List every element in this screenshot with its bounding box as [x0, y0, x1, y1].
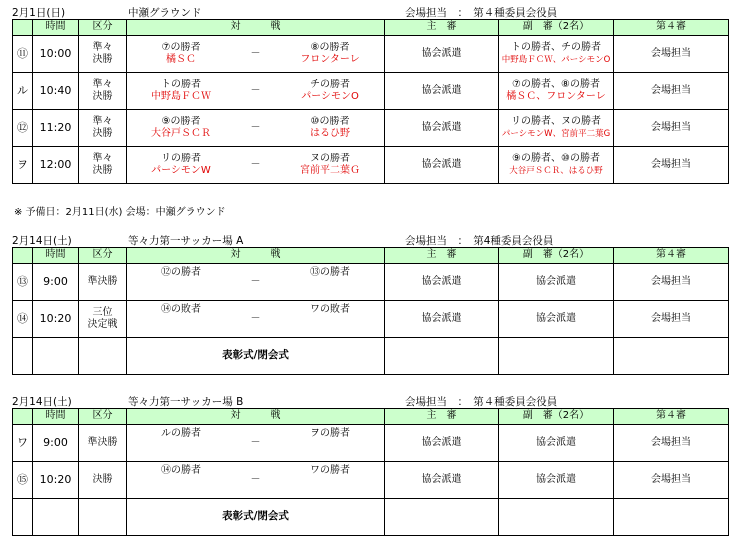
versus-dash: －	[250, 158, 261, 170]
header-referee: 主 審	[385, 248, 499, 264]
assistant-cell: リの勝者、ヌの勝者 パーシモンW、宮前平二葉G	[499, 110, 614, 147]
match-number: ⑫	[13, 110, 33, 147]
reserve-day-note: ※ 予備日：2月11日(水) 会場：中瀬グラウンド	[14, 207, 226, 218]
table-row	[13, 36, 729, 73]
versus-dash: －	[250, 312, 261, 324]
table-row	[13, 73, 729, 110]
match-cell	[127, 73, 385, 110]
right-label: ⑩の勝者	[310, 115, 350, 127]
header-assistant: 副 審（2名）	[499, 20, 614, 36]
right-label: ⑬の勝者	[310, 266, 351, 278]
match-cell	[127, 264, 385, 301]
schedule-table	[12, 19, 729, 184]
fourth-cell: 会場担当	[614, 147, 729, 184]
match-stage: 三位 決定戦	[79, 301, 127, 338]
left-team: パーシモンW	[151, 165, 211, 176]
match-time: 10:20	[33, 462, 79, 499]
venue-staff-label: 会場担当 ： 第４種委員会役員	[405, 7, 558, 19]
referee-cell: 協会派遣	[385, 73, 499, 110]
match-time: 10:40	[33, 73, 79, 110]
match-number: ⑮	[13, 462, 33, 499]
versus-dash: －	[250, 275, 261, 287]
versus-dash: －	[250, 84, 261, 96]
schedule-table	[12, 408, 729, 536]
fourth-cell: 会場担当	[614, 425, 729, 462]
match-stage: 準々 決勝	[79, 110, 127, 147]
assistant-cell: ⑦の勝者、⑧の勝者 橘ＳＣ、フロンターレ	[499, 73, 614, 110]
right-label: ワの勝者	[310, 464, 351, 476]
match-stage: 準々 決勝	[79, 36, 127, 73]
header-stage: 区分	[79, 248, 127, 264]
versus-dash: －	[250, 47, 261, 59]
match-cell	[127, 147, 385, 184]
right-label: ⑧の勝者	[310, 41, 350, 53]
ceremony-label: 表彰式/閉会式	[127, 499, 385, 536]
section-venue: 中瀬グラウンド	[128, 7, 202, 19]
left-label: ⑦の勝者	[161, 41, 201, 53]
match-stage: 準々 決勝	[79, 73, 127, 110]
match-number: ⑬	[13, 264, 33, 301]
header-fourth: 第４審	[614, 409, 729, 425]
header-match: 対 戦	[127, 248, 385, 264]
table-row	[13, 147, 729, 184]
assistant-cell: 協会派遣	[499, 301, 614, 338]
left-label: トの勝者	[160, 78, 201, 90]
match-number: ヲ	[13, 147, 33, 184]
match-number: ワ	[13, 425, 33, 462]
venue-staff-label: 会場担当 ： 第4種委員会役員	[405, 235, 554, 247]
left-team: 中野島ＦＣＷ	[150, 91, 211, 102]
table-row	[13, 462, 729, 499]
table-row	[13, 301, 729, 338]
header-fourth: 第４審	[614, 248, 729, 264]
left-team: 橘ＳＣ	[165, 54, 196, 65]
ceremony-row	[13, 499, 729, 536]
referee-cell: 協会派遣	[385, 301, 499, 338]
assistant-cell: 協会派遣	[499, 462, 614, 499]
header-stage: 区分	[79, 409, 127, 425]
header-stage: 区分	[79, 20, 127, 36]
right-label: ワの敗者	[310, 303, 351, 315]
match-number: ⑭	[13, 301, 33, 338]
ceremony-label: 表彰式/閉会式	[127, 338, 385, 375]
table-header-row	[13, 409, 729, 425]
section-header	[0, 232, 740, 246]
header-referee: 主 審	[385, 20, 499, 36]
match-cell	[127, 425, 385, 462]
header-referee: 主 審	[385, 409, 499, 425]
left-label: リの勝者	[160, 152, 201, 164]
assistant-cell: 協会派遣	[499, 425, 614, 462]
header-time: 時間	[33, 20, 79, 36]
left-label: ⑭の敗者	[160, 303, 201, 315]
table-row	[13, 425, 729, 462]
left-label: ルの勝者	[160, 427, 201, 439]
referee-cell: 協会派遣	[385, 147, 499, 184]
fourth-cell: 会場担当	[614, 73, 729, 110]
section-header	[0, 393, 740, 407]
right-team: はるひ野	[310, 128, 351, 139]
left-label: ⑫の勝者	[160, 266, 201, 278]
fourth-cell: 会場担当	[614, 264, 729, 301]
fourth-cell: 会場担当	[614, 462, 729, 499]
match-stage: 準決勝	[79, 264, 127, 301]
section-date: 2月14日(土)	[12, 235, 72, 247]
assistant-cell: トの勝者、チの勝者 中野島ＦＣＷ、パーシモンO	[499, 36, 614, 73]
section-date: 2月14日(土)	[12, 396, 72, 408]
match-cell	[127, 462, 385, 499]
assistant-cell: 協会派遣	[499, 264, 614, 301]
section-venue: 等々力第一サッカー場 B	[128, 396, 244, 408]
match-cell	[127, 110, 385, 147]
match-cell	[127, 301, 385, 338]
ceremony-row	[13, 338, 729, 375]
right-label: ヌの勝者	[310, 152, 351, 164]
match-cell	[127, 36, 385, 73]
match-time: 9:00	[33, 425, 79, 462]
match-number: ⑪	[13, 36, 33, 73]
match-time: 10:20	[33, 301, 79, 338]
header-time: 時間	[33, 409, 79, 425]
versus-dash: －	[250, 121, 261, 133]
referee-cell: 協会派遣	[385, 36, 499, 73]
fourth-cell: 会場担当	[614, 36, 729, 73]
referee-cell: 協会派遣	[385, 462, 499, 499]
match-time: 10:00	[33, 36, 79, 73]
header-assistant: 副 審（2名）	[499, 409, 614, 425]
match-time: 11:20	[33, 110, 79, 147]
left-label: ⑨の勝者	[161, 115, 201, 127]
referee-cell: 協会派遣	[385, 110, 499, 147]
referee-cell: 協会派遣	[385, 425, 499, 462]
header-match: 対 戦	[127, 409, 385, 425]
fourth-cell: 会場担当	[614, 301, 729, 338]
left-team: 大谷戸ＳＣＲ	[150, 128, 211, 139]
section-venue: 等々力第一サッカー場 A	[128, 235, 244, 247]
header-match: 対 戦	[127, 20, 385, 36]
table-header-row	[13, 20, 729, 36]
versus-dash: －	[250, 473, 261, 485]
referee-cell: 協会派遣	[385, 264, 499, 301]
table-row	[13, 264, 729, 301]
table-row	[13, 110, 729, 147]
right-team: フロンターレ	[300, 54, 360, 65]
fourth-cell: 会場担当	[614, 110, 729, 147]
right-team: パーシモンO	[301, 91, 359, 102]
header-fourth: 第４審	[614, 20, 729, 36]
match-time: 9:00	[33, 264, 79, 301]
schedule-table	[12, 247, 729, 375]
section-date: 2月1日(日)	[12, 7, 66, 19]
match-stage: 準決勝	[79, 425, 127, 462]
match-stage: 準々 決勝	[79, 147, 127, 184]
header-assistant: 副 審（2名）	[499, 248, 614, 264]
right-label: ヲの勝者	[310, 427, 351, 439]
section-header	[0, 4, 740, 18]
venue-staff-label: 会場担当 ： 第４種委員会役員	[405, 396, 558, 408]
right-label: チの勝者	[310, 78, 351, 90]
header-time: 時間	[33, 248, 79, 264]
right-team: 宮前平二葉Ｇ	[300, 165, 361, 176]
match-stage: 決勝	[79, 462, 127, 499]
match-time: 12:00	[33, 147, 79, 184]
table-header-row	[13, 248, 729, 264]
assistant-cell: ⑨の勝者、⑩の勝者 大谷戸ＳＣＲ、はるひ野	[499, 147, 614, 184]
versus-dash: －	[250, 436, 261, 448]
left-label: ⑭の勝者	[160, 464, 201, 476]
match-number: ル	[13, 73, 33, 110]
